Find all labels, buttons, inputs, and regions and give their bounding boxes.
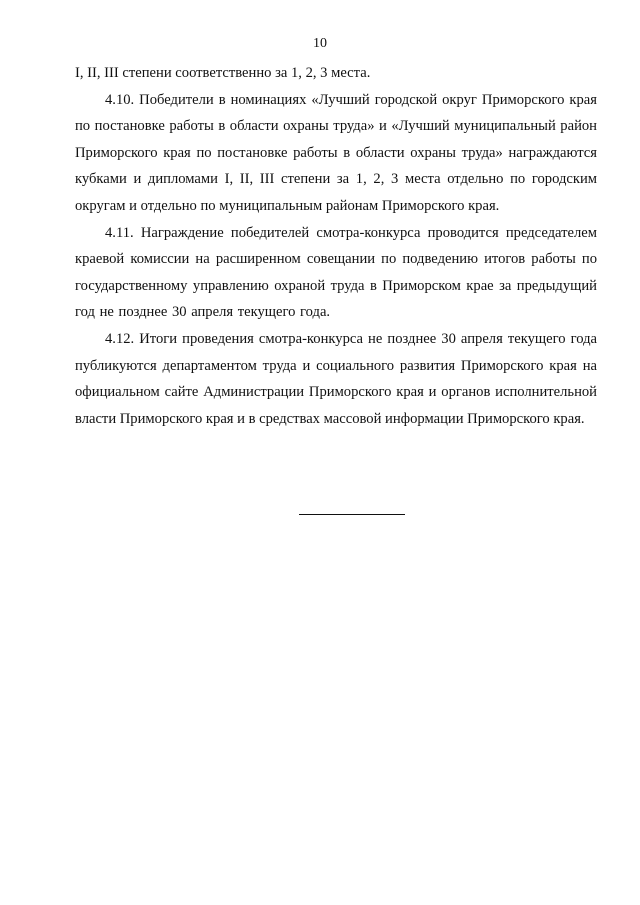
page-number: 10 xyxy=(313,36,327,51)
end-of-document-rule xyxy=(299,514,405,515)
paragraph-4-11: 4.11. Награждение победителей смотра-конкурса проводится председателем краевой комиссии на расширенном совещании по подведению итогов работы по государственному управлению охраной труда в Приморском крае за предыдущий год не позднее 30 апреля текущего года. xyxy=(75,224,597,321)
paragraph-4-12: 4.12. Итоги проведения смотра-конкурса не позднее 30 апреля текущего года публикуются департаментом труда и социального развития Приморского края на официальном сайте Администрации Приморского края и органов исполнительной власти Приморского края и в средствах массовой информации Приморского края. xyxy=(75,330,597,427)
document-body xyxy=(75,60,597,432)
paragraph-4-10: 4.10. Победители в номинациях «Лучший городской округ Приморского края по постановке работы в области охраны труда» и «Лучший муниципальный район Приморского края по постановке работы в области охраны труда» награждаются кубками и дипломами I, II, III степени за 1, 2, 3 места отдельно по городским округам и отдельно по муниципальным районам Приморского края. xyxy=(75,91,597,214)
paragraph-continuation: I, II, III степени соответственно за 1, 2, 3 места. xyxy=(75,65,371,81)
